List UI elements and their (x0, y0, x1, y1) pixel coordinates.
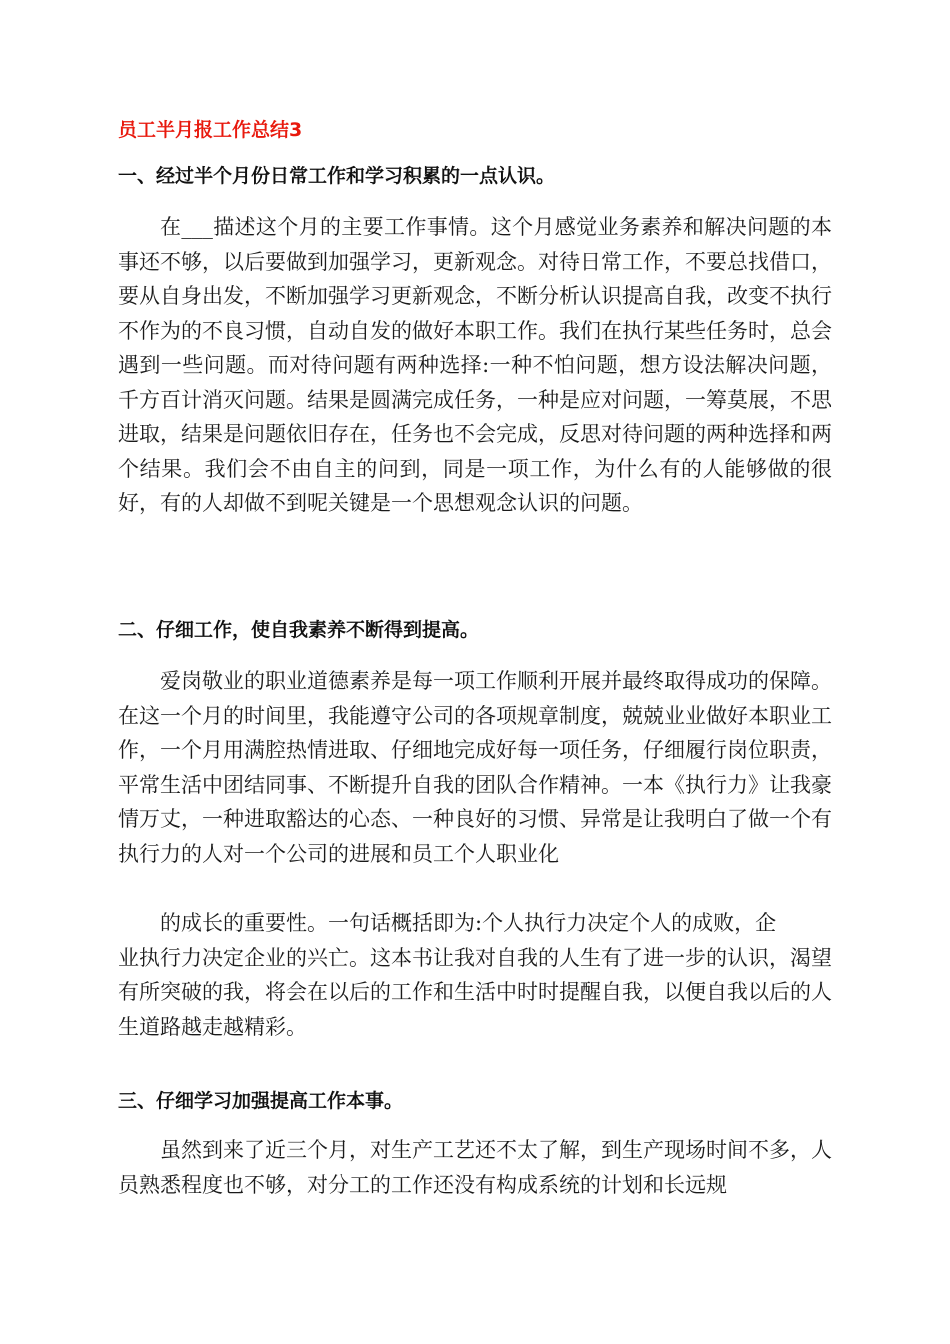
document-title: 员工半月报工作总结3 (118, 119, 303, 141)
section-heading-3: 三、仔细学习加强提高工作本事。 (118, 1090, 404, 1112)
section-heading-1: 一、经过半个月份日常工作和学习积累的一点认识。 (118, 165, 556, 187)
section-2-paragraph: 爱岗敬业的职业道德素养是每一项工作顺利开展并最终取得成功的保障。在这一个月的时间里，我能遵守公司的各项规章制度，兢兢业业做好本职业工作，一个月用满腔热情进取、仔细地完成好每一项任务，仔细履行岗位职责，平常生活中团结同事、不断提升自我的团队合作精神。一本《执行力》让我豪情万丈，一种进取豁达的心态、一种良好的习惯、异常是让我明白了做一个有执行力的人对一个公司的进展和员工个人职业化 (118, 669, 832, 866)
section-1-paragraph: 在___描述这个月的主要工作事情。这个月感觉业务素养和解决问题的本事还不够，以后要做到加强学习，更新观念。对待日常工作，不要总找借口，要从自身出发，不断加强学习更新观念，不断分析认识提高自我，改变不执行不作为的不良习惯，自动自发的做好本职工作。我们在执行某些任务时，总会遇到一些问题。而对待问题有两种选择:一种不怕问题，想方设法解决问题，千方百计消灭问题。结果是圆满完成任务，一种是应对问题，一筹莫展，不思进取，结果是问题依旧存在，任务也不会完成，反思对待问题的两种选择和两个结果。我们会不由自主的问到，同是一项工作，为什么有的人能够做的很好，有的人却做不到呢关键是一个思想观念认识的问题。 (118, 215, 832, 515)
continued-line-1: 的成长的重要性。一句话概括即为:个人执行力决定个人的成败，企 (160, 911, 777, 935)
continued-remaining-lines: 业执行力决定企业的兴亡。这本书让我对自我的人生有了进一步的认识，渴望有所突破的我，将会在以后的工作和生活中时时提醒自我，以便自我以后的人生道路越走越精彩。 (118, 945, 832, 1039)
section-2-continued-paragraph (118, 906, 832, 1044)
section-3-paragraph: 虽然到来了近三个月，对生产工艺还不太了解，到生产现场时间不多，人员熟悉程度也不够，对分工的工作还没有构成系统的计划和长远规 (118, 1138, 832, 1197)
section-heading-2: 二、仔细工作，使自我素养不断得到提高。 (118, 619, 480, 641)
